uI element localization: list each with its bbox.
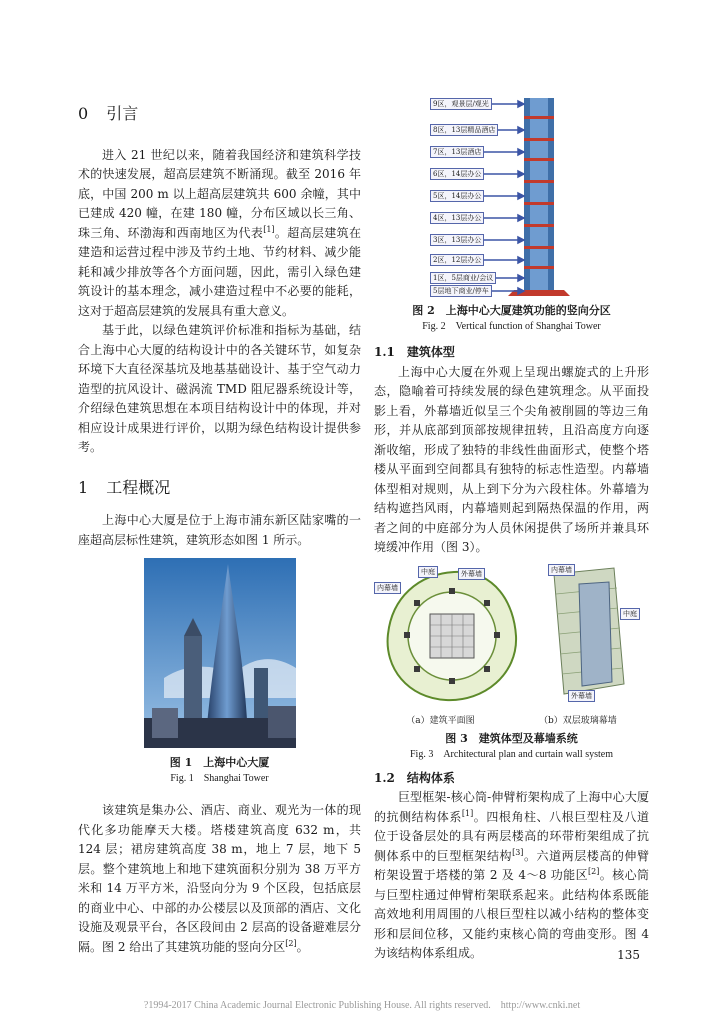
copyright-footer: ?1994-2017 China Academic Journal Electronic Publishing House. All rights reserved. http://www.cnki.net	[143, 1000, 581, 1011]
subsection-1-1-heading: 1.1 建筑体型	[374, 345, 455, 359]
section-1-number: 1	[78, 477, 89, 497]
left-column	[78, 96, 361, 957]
section-1-heading	[78, 478, 361, 498]
intro-paragraph-2: 基于此，以绿色建筑评价标准和指标为基础，结合上海中心大厦的结构设计中的各关键环节，如复杂环境下大直径深基坑及地基基础设计、基于空气动力造型的抗风设计、磁涡流 TMD 阻尼器系统设计等，介绍绿色建筑思想在本项目结构设计中的体现，并对相应设计成果进行评价，以期为绿色结构设计提供参考。	[78, 323, 361, 454]
figure-2-caption-en: Fig. 2 Vertical function of Shanghai Tower	[422, 321, 601, 332]
figure-3-diagram	[374, 564, 649, 714]
zone-label-7: 7区，13层酒店	[430, 146, 484, 158]
right-column	[374, 96, 649, 964]
figure-2-caption-cn: 图 2 上海中心大厦建筑功能的竖向分区	[412, 304, 611, 317]
section-label-outer-wall: 外幕墙	[568, 690, 595, 702]
zone-label-basement: 5层地下商业/停车	[430, 285, 492, 297]
figure-1-caption-cn: 图 1 上海中心大厦	[169, 756, 270, 769]
shanghai-tower-photo	[144, 558, 296, 748]
figure-1-caption-en: Fig. 1 Shanghai Tower	[170, 773, 269, 784]
zone-label-5: 5区，14层办公	[430, 190, 484, 202]
figure-3-caption-en: Fig. 3 Architectural plan and curtain wall system	[409, 748, 613, 760]
section-0-number: 0	[78, 104, 89, 123]
zone-label-3: 3区，13层办公	[430, 234, 484, 246]
overview-paragraph-1: 上海中心大厦是位于上海市浦东新区陆家嘴的一座超高层标性建筑，建筑形态如图 1 所示。	[78, 513, 361, 547]
section-1-title: 工程概况	[106, 477, 171, 497]
zone-label-8: 8区，13层精品酒店	[430, 124, 498, 136]
section-0-title: 引言	[106, 104, 139, 123]
section-label-atrium: 中庭	[620, 608, 640, 620]
section-0-heading	[78, 104, 361, 124]
figure-3b-caption: （b）双层玻璃幕墙	[539, 715, 617, 726]
intro-paragraph-1: 进入 21 世纪以来，随着我国经济和建筑科学技术的快速发展，超高层建筑不断涌现。截至 2016 年底，中国 200 m 以上超高层建筑共 600 余幢，其中已建成 420 幢，在建 180 幢，分布区域以长三角、珠三角、环渤海和西南地区为代表[1]。超高层建筑在建造和运营过程中涉及节约土地、节约材料、减少能耗和减少排放等各个方面问题，因此，需引入绿色建筑设计的基本理念，减小建造过程中不必要的能耗，这对于超高层建筑的发展具有重大意义。	[78, 147, 361, 318]
plan-label-atrium: 中庭	[418, 566, 438, 578]
figure-3-caption-cn: 图 3 建筑体型及幕墙系统	[445, 731, 578, 745]
curtain-wall-svg	[374, 564, 649, 714]
subsection-1-2-heading: 1.2 结构体系	[374, 770, 455, 785]
structure-paragraph: 巨型框架-核心筒-伸臂桁架构成了上海中心大厦的抗侧结构体系[1]。四根角柱、八根巨型柱及八道位于设备层处的具有两层楼高的环带桁架组成了抗侧体系中的巨型框架结构[3]。六道两层楼高的伸臂桁架设置于塔楼的第 2 及 4～8 功能区[2]。核心筒与巨型柱通过伸臂桁架联系起来。此结构体系既能高效地利用周围的八根巨型柱以减小结构的整体变形和层间位移，又能约束核心筒的弯曲变形。图 4 为该结构体系组成。	[374, 790, 649, 960]
plan-label-inner-wall: 内幕墙	[374, 582, 401, 594]
zone-label-2: 2区，12层办公	[430, 254, 484, 266]
page-number: 135	[617, 948, 640, 962]
zone-label-1: 1区，5层商业/会议	[430, 272, 496, 284]
figure-3-subcaptions	[374, 714, 649, 728]
overview-paragraph-2: 该建筑是集办公、酒店、商业、观光为一体的现代化多功能摩天大楼。塔楼建筑高度 632 m，共 124 层；裙房建筑高度 38 m，地上 7 层，地下 5 层。整个建筑地上和地下建筑面积分别为 38 万平方米和 14 万平方米，沿竖向分为 9 个区段，包括底层的商业中心、中部的办公楼层以及顶部的酒店、文化设施及观景平台，各区段间由 2 层高的设备避难层分隔。图 2 给出了其建筑功能的竖向分区[2]。	[78, 803, 361, 954]
inner-curtain-wall-section	[579, 582, 612, 686]
plan-label-outer-wall: 外幕墙	[458, 568, 485, 580]
figure-1-photo	[144, 558, 296, 748]
vertical-zones-svg	[374, 96, 649, 296]
figure-3a-caption: （a）建筑平面图	[406, 715, 475, 726]
zone-label-6: 6区，14层办公	[430, 168, 484, 180]
section-label-inner-wall: 内幕墙	[548, 564, 575, 576]
shape-paragraph: 上海中心大厦在外观上呈现出螺旋式的上升形态，隐喻着可持续发展的绿色建筑理念。从平面投影上看，外幕墙近似呈三个尖角被削圆的等边三角形，并从底部到顶部按规律扭转，且沿高度方向逐渐收缩，形成了独特的非线性曲面形式，使整个塔楼从平面到空间都具有独特的标志性造型。内幕墙体型相对规则，从上到下分为六段柱体。外幕墙为结构遮挡风雨，内幕墙则起到隔热保温的作用，两者之间的中庭部分为人员休闲提供了场所并兼具环境缓冲作用（图 3）。	[374, 364, 649, 554]
zone-label-9: 9区，观景层/观光	[430, 98, 492, 110]
zone-label-4: 4区，13层办公	[430, 212, 484, 224]
figure-2-diagram	[374, 96, 649, 296]
